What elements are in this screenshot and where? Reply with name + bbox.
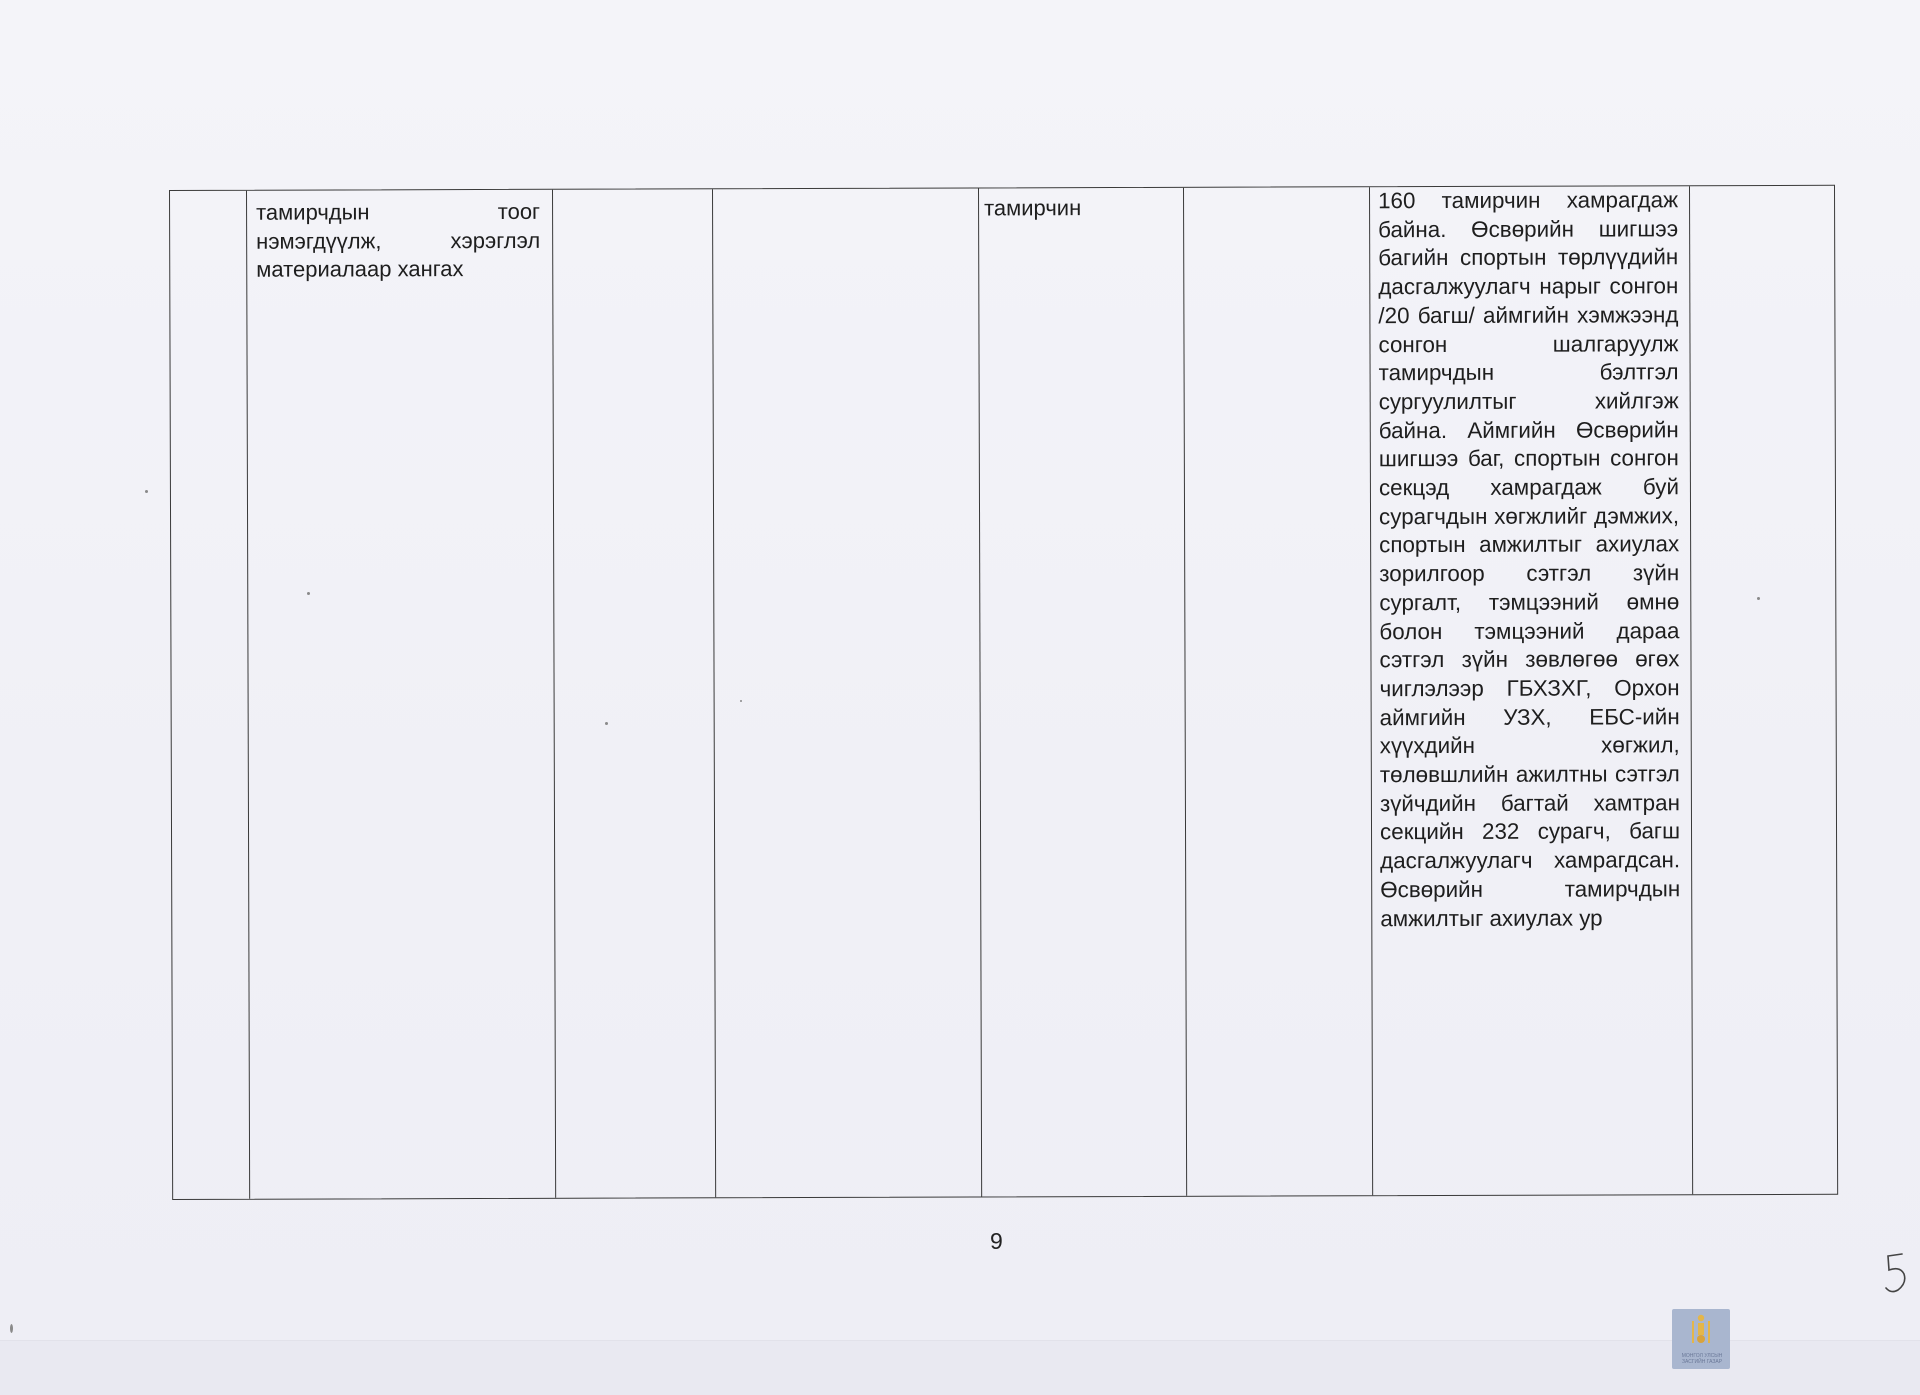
column-divider-2 [552,190,556,1198]
table-cell-progress: 160 тамирчин хамрагдаж байна. Өсвөрийн шигшээ багийн спортын төрлүүдийн дасгалжуулагч нарыг сонгон /20 багш/ аймгийн хэмжээнд сонгон шалгаруулж тамирчдын бэлтгэл сургуулилтыг хийлгэж байна. Аймгийн Өсвөрийн шигшээ баг, спортын сонгон секцэд хамрагдаж буй сурагчдын хөгжлийг дэмжих, спортын амжилтыг ахиулах зорилгоор сэтгэл зүйн сургалт, тэмцээний өмнө болон тэмцээний дараа сэтгэл зүйн зөвлөгөө өгөх чиглэлээр ГБХЗХГ, Орхон аймгийн УЗХ, ЕБС-ийн хүүхдийн хөгжил, төлөвшлийн ажилтны сэтгэл зүйчдийн багтай хамтран секцийн 232 сурагч, багш дасгалжуулагч хамрагдсан. Өсвөрийн тамирчдын амжилтыг ахиулах ур [1378,187,1681,931]
soyombo-emblem-icon [1672,1309,1730,1351]
scan-speck [145,490,148,493]
column-divider-1 [246,191,250,1199]
scan-speck [10,1324,13,1333]
scan-speck [605,722,608,725]
column-divider-5 [1183,188,1187,1196]
seal-caption: МОНГОЛ УЛСЫН ЗАСГИЙН ГАЗАР [1681,1353,1723,1365]
scan-speck [1757,597,1760,600]
handwritten-page-mark [1880,1250,1914,1298]
column-divider-4 [978,188,982,1196]
scan-speck [740,700,742,702]
column-divider-6 [1369,187,1373,1195]
page-bottom-edge [0,1340,1920,1395]
table-cell-activity: тамирчдын тоог нэмэгдүүлж, хэрэглэл материалаар хангах [256,198,541,282]
column-divider-7 [1689,186,1693,1194]
column-divider-3 [712,189,716,1197]
table-cell-unit: тамирчин [984,195,1082,221]
scan-speck [307,592,310,595]
page-number: 9 [990,1228,1003,1254]
report-table [169,185,1838,1200]
